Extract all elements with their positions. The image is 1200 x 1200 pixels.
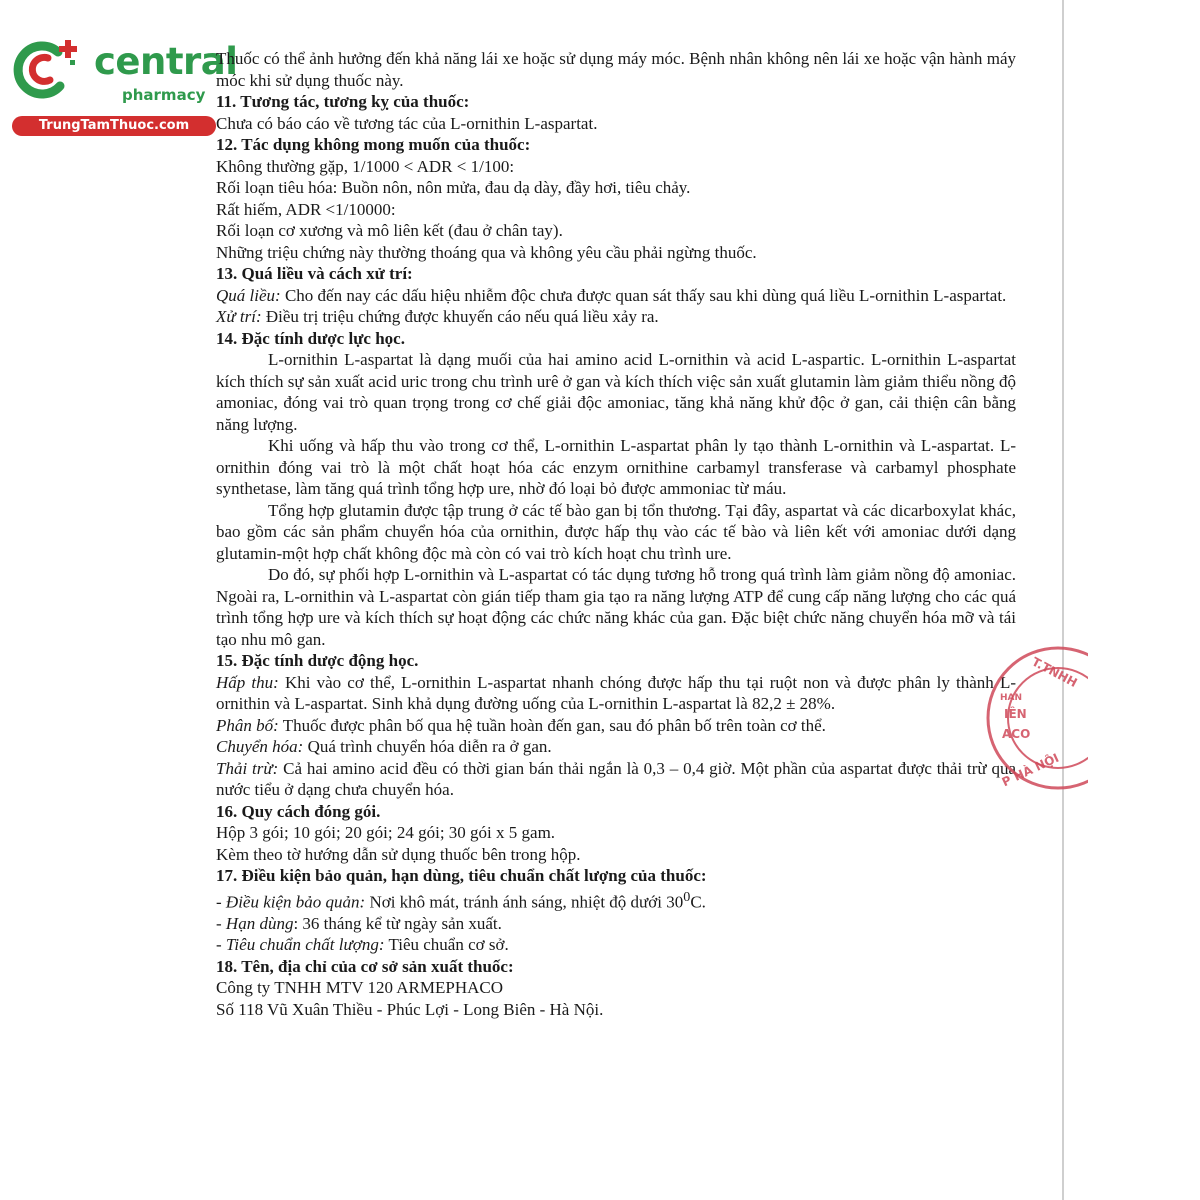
storage-degree: 0 (683, 888, 691, 905)
section-17-expiry (216, 913, 1016, 935)
section-14-paragraph: L-ornithin L-aspartat là dạng muối của hai amino acid L-ornithin và acid L-aspartic. L-ornithin L-aspartat kích thích sự sản xuất acid uric trong chu trình urê ở gan và kích thích việc sản xuất glutamin làm giảm thiểu nồng độ amoniac, đóng vai trò quan trọng trong cơ chế giải độc amoniac, tăng khả năng khử độc ở gan, cải thiện cân bằng năng lượng. (216, 350, 1017, 434)
document-body (216, 48, 1016, 1020)
section-12-line: Rất hiếm, ADR <1/10000: (216, 199, 396, 219)
storage-unit: C. (690, 892, 706, 912)
section-15-absorption (216, 672, 1016, 715)
logo-brand-text: central (94, 40, 238, 83)
absorption-text: Khi vào cơ thể, L-ornithin L-aspartat nhanh chóng được hấp thu tại ruột non và được phân ly thành L-ornithin và L-aspartat. Sinh khả dụng đường uống của L-ornithin L-aspartat là 82,2 ± 28%. (216, 672, 1016, 713)
page-edge-divider (1062, 0, 1064, 1200)
section-13-overdose (216, 285, 1016, 307)
distribution-text: Thuốc được phân bố qua hệ tuần hoàn đến gan, sau đó phân bố trên toàn cơ thể. (278, 715, 826, 735)
section-15-distribution (216, 715, 1016, 737)
metabolism-text: Quá trình chuyển hóa diễn ra ở gan. (303, 737, 552, 756)
storage-label: - Điều kiện bảo quản: (216, 892, 366, 912)
company-stamp (978, 638, 1088, 798)
stamp-text: HAN (1000, 693, 1023, 703)
section-11-heading: 11. Tương tác, tương kỵ của thuốc: (216, 92, 470, 111)
logo-sub-text: pharmacy (122, 86, 206, 104)
section-13-treatment (216, 306, 1016, 328)
section-18-heading: 18. Tên, địa chỉ của cơ sở sản xuất thuốc: (216, 956, 514, 976)
logo-url-badge[interactable]: TrungTamThuoc.com (12, 116, 216, 136)
stamp-text: ACO (1002, 727, 1031, 741)
section-12-line: Những triệu chứng này thường thoáng qua và không yêu cầu phải ngừng thuốc. (216, 242, 757, 262)
section-14-paragraph: Tổng hợp glutamin được tập trung ở các tế bào gan bị tổn thương. Tại đây, aspartat và các dicarboxylat khác, bao gồm các sản phẩm chuyển hóa của ornithin, được hấp thụ vào các tế bào và liên kết với amoniac dưới dạng glutamin-một hợp chất không độc mà còn có vai trò kích hoạt chu trình ure. (216, 500, 1016, 563)
section-16-line: Hộp 3 gói; 10 gói; 20 gói; 24 gói; 30 gói x 5 gam. (216, 823, 556, 842)
stamp-text-bottom: P HÀ NỘI (999, 750, 1062, 790)
excretion-label: Thải trừ: (216, 758, 279, 778)
central-pharmacy-logo[interactable] (8, 36, 238, 136)
manufacturer-name: Công ty TNHH MTV 120 ARMEPHACO (216, 978, 503, 998)
section-12-line: Không thường gặp, 1/1000 < ADR < 1/100: (216, 156, 515, 176)
section-16-line: Kèm theo tờ hướng dẫn sử dụng thuốc bên trong hộp. (216, 844, 581, 864)
section-14-paragraph: Khi uống và hấp thu vào trong cơ thể, L-ornithin L-aspartat phân ly tạo thành L-ornithin và L-aspartat. L-ornithin đóng vai trò là một chất hoạt hóa các enzym ornithine carbamyl transferase và carbamyl phosphate synthetase, làm tăng quá trình tổng hợp ure, nhờ đó loại bỏ được ammoniac từ máu. (216, 436, 1016, 498)
section-14-heading: 14. Đặc tính dược lực học. (216, 328, 405, 348)
section-16-heading: 16. Quy cách đóng gói. (216, 801, 381, 821)
metabolism-label: Chuyển hóa: (216, 737, 304, 756)
standard-label: - Tiêu chuẩn chất lượng: (216, 935, 385, 955)
manufacturer-address: Số 118 Vũ Xuân Thiều - Phúc Lợi - Long Biên - Hà Nội. (216, 999, 604, 1019)
absorption-label: Hấp thu: (216, 672, 279, 692)
treatment-label: Xử trí: (216, 307, 262, 326)
distribution-label: Phân bố: (216, 715, 279, 735)
treatment-text: Điều trị triệu chứng được khuyến cáo nếu quá liều xảy ra. (261, 307, 659, 326)
stamp-text-top: T.TNHH (1029, 654, 1080, 691)
expiry-text: : 36 tháng kể từ ngày sản xuất. (293, 913, 502, 933)
section-11-text: Chưa có báo cáo về tương tác của L-ornithin L-aspartat. (216, 113, 598, 133)
excretion-text: Cả hai amino acid đều có thời gian bán thải ngắn là 0,3 – 0,4 giờ. Một phần của aspartat được thải trừ qua nước tiểu ở dạng chưa chuyển hóa. (216, 758, 1016, 799)
section-12-heading: 12. Tác dụng không mong muốn của thuốc: (216, 135, 531, 154)
section-17-heading: 17. Điều kiện bảo quản, hạn dùng, tiêu chuẩn chất lượng của thuốc: (216, 866, 707, 885)
standard-text: Tiêu chuẩn cơ sở. (384, 935, 509, 955)
section-12-line: Rối loạn tiêu hóa: Buồn nôn, nôn mửa, đau dạ dày, đầy hơi, tiêu chảy. (216, 178, 691, 197)
section-13-heading: 13. Quá liều và cách xử trí: (216, 264, 413, 283)
storage-text: Nơi khô mát, tránh ánh sáng, nhiệt độ dưới 30 (365, 892, 684, 912)
overdose-text: Cho đến nay các dấu hiệu nhiễm độc chưa được quan sát thấy sau khi dùng quá liều L-ornithin L-aspartat. (280, 285, 1007, 305)
section-15-metabolism (216, 736, 1016, 758)
section-17-storage (216, 887, 1016, 913)
logo-mark-icon (8, 38, 88, 102)
overdose-label: Quá liều: (216, 285, 281, 305)
intro-paragraph: Thuốc có thể ảnh hưởng đến khả năng lái xe hoặc sử dụng máy móc. Bệnh nhân không nên lái xe hoặc vận hành máy móc khi sử dụng thuốc này. (216, 49, 1016, 90)
section-17-standard (216, 934, 1016, 956)
section-15-heading: 15. Đặc tính dược động học. (216, 651, 419, 670)
stamp-text: IÊN (1004, 707, 1027, 721)
section-15-excretion (216, 758, 1016, 801)
section-12-line: Rối loạn cơ xương và mô liên kết (đau ở chân tay). (216, 221, 563, 240)
expiry-label: - Hạn dùng (216, 913, 294, 933)
section-14-paragraph: Do đó, sự phối hợp L-ornithin và L-aspartat có tác dụng tương hỗ trong quá trình làm giảm nồng độ amoniac. Ngoài ra, L-ornithin và L-aspartat còn gián tiếp tham gia tạo ra năng lượng ATP để cung cấp năng lượng cho các quá trình tổng hợp ure và kích thích sự hoạt động các chức năng khác của gan. Đặc biệt chức năng chuyển hóa mỡ và tái tạo nhu mô gan. (216, 565, 1016, 649)
